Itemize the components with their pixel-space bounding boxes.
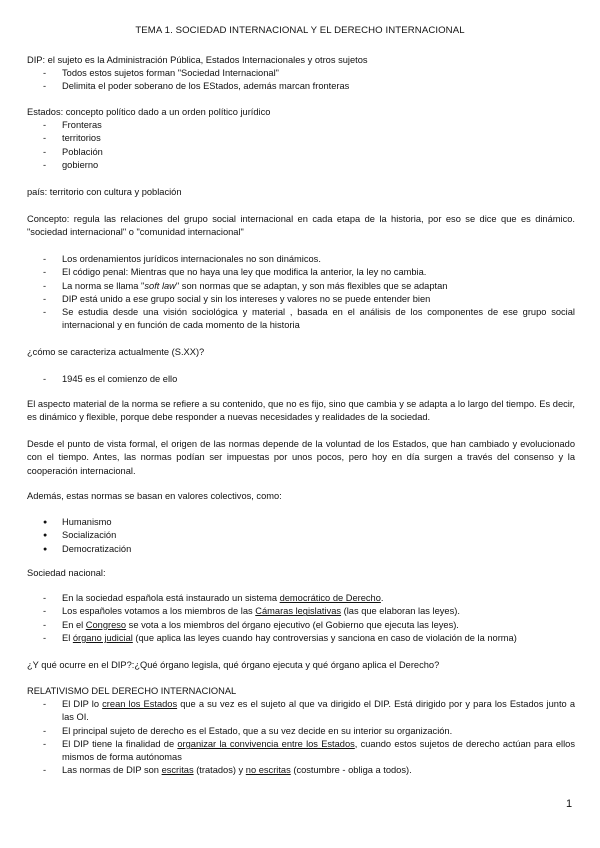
concepto-text: Concepto: regula las relaciones del grupo social internacional en cada etapa de la historia, por eso se dice que es dinámico. "sociedad internacional" o "comunidad internacional" — [27, 214, 575, 238]
underlined-term: Cámaras legislativas — [255, 606, 342, 617]
list-item: - Se estudia desde una visión sociológica y material , basada en el análisis de los componentes de ese grupo social internacional y en función de cada momento de la historia — [27, 306, 575, 333]
sociedad-nacional-heading: Sociedad nacional: — [27, 568, 106, 578]
list-item: - DIP está unido a ese grupo social y sin los intereses y valores no se puede entender bien — [27, 293, 575, 306]
text-span: En la sociedad española está instaurado un sistema — [62, 593, 280, 603]
relativismo-list — [27, 698, 575, 778]
text-span: El DIP tiene la finalidad de — [62, 738, 178, 749]
list-item: - territorios — [27, 132, 575, 145]
punto-formal-text: Desde el punto de vista formal, el origen de las normas depende de la voluntad de los Estados, que han cambiado y evolucionado con el tiempo. Antes, las normas podían ser impuestas por unos pocos, pero hoy en día surgen a través del consenso y la cooperación internacional. — [27, 439, 575, 476]
list-item: ● Democratización — [27, 543, 575, 556]
list-item: - El principal sujeto de derecho es el Estado, que a su vez decide en su interior su organización. — [27, 725, 575, 738]
text-span: , cuando estos sujetos de derecho actúan para ellos mismos de forma autónomas — [62, 738, 575, 763]
relativismo-heading: RELATIVISMO DEL DERECHO INTERNACIONAL — [27, 686, 237, 696]
list-item — [27, 764, 575, 777]
text-span: La norma se llama " — [62, 280, 145, 291]
list-item — [27, 619, 575, 632]
underlined-term: escritas — [161, 765, 194, 776]
text-span: Los españoles votamos a los miembros de las — [62, 606, 256, 617]
dip-intro: DIP: el sujeto es la Administración Pública, Estados Internacionales y otros sujetos — [27, 55, 368, 65]
estados-list — [27, 119, 575, 172]
question-1: ¿cómo se caracteriza actualmente (S.XX)? — [27, 347, 205, 357]
list-item — [27, 605, 575, 618]
list-item: ● Socialización — [27, 529, 575, 542]
list-item: - Todos estos sujetos forman "Sociedad Internacional" — [27, 67, 575, 80]
underlined-term: democrático de Derecho — [279, 593, 381, 603]
pais-text: país: territorio con cultura y población — [27, 187, 182, 197]
list-item — [27, 280, 575, 293]
underlined-term: organizar la convivencia entre los Estados — [177, 738, 355, 749]
concepto-list — [27, 253, 575, 333]
text-span: (que aplica las leyes cuando hay controversias y sanciona en caso de violación de la norma) — [132, 632, 517, 643]
question-1-list — [27, 373, 575, 386]
estados-intro: Estados: concepto político dado a un orden político jurídico — [27, 107, 271, 117]
sociedad-nacional-list — [27, 592, 575, 645]
list-item — [27, 632, 575, 645]
text-span: . — [380, 593, 384, 603]
list-item: - Población — [27, 146, 575, 159]
valores-intro: Además, estas normas se basan en valores colectivos, como: — [27, 491, 282, 501]
text-span: (costumbre - obliga a todos). — [290, 765, 412, 776]
question-2: ¿Y qué ocurre en el DIP?:¿Qué órgano legisla, qué órgano ejecuta y qué órgano aplica el Derecho? — [27, 660, 440, 670]
list-item — [27, 592, 575, 605]
soft-law-term: soft law — [144, 280, 176, 291]
list-item — [27, 738, 575, 765]
text-span: El DIP lo — [62, 699, 103, 709]
underlined-term: Congreso — [85, 619, 127, 630]
underlined-term: no escritas — [245, 765, 291, 776]
list-item: - Delimita el poder soberano de los EStados, además marcan fronteras — [27, 80, 575, 93]
valores-list — [27, 516, 575, 556]
text-span: " son normas que se adaptan, y son más flexibles que se adaptan — [175, 280, 448, 291]
page-title: TEMA 1. SOCIEDAD INTERNACIONAL Y EL DERECHO INTERNACIONAL — [135, 25, 465, 36]
underlined-term: crean los Estados — [102, 699, 178, 709]
text-span: se vota a los miembros del órgano ejecutivo (el Gobierno que ejecuta las leyes). — [126, 619, 459, 630]
list-item: ● Humanismo — [27, 516, 575, 529]
text-span: (las que elaboran las leyes). — [341, 606, 460, 617]
underlined-term: órgano judicial — [72, 632, 133, 643]
text-span: Las normas de DIP son — [62, 765, 162, 776]
text-span: En el — [62, 619, 86, 630]
list-item: - gobierno — [27, 159, 575, 172]
list-item: - Fronteras — [27, 119, 575, 132]
list-item: - Los ordenamientos jurídicos internacionales no son dinámicos. — [27, 253, 575, 266]
list-item: - 1945 es el comienzo de ello — [27, 373, 575, 386]
dip-list — [27, 67, 575, 94]
list-item: - El código penal: Mientras que no haya una ley que modifica la anterior, la ley no cambia. — [27, 266, 575, 279]
page-number: 1 — [566, 798, 573, 810]
text-span: (tratados) y — [193, 765, 246, 776]
aspecto-material-text: El aspecto material de la norma se refiere a su contenido, que no es fijo, sino que cambia y se adapta a lo largo del tiempo. Es decir, es dinámico y flexible, porque debe responder a nuevas necesidades y realidades de la sociedad. — [27, 399, 575, 423]
list-item — [27, 698, 575, 725]
text-span: El — [62, 632, 73, 643]
text-span: que a su vez es el sujeto al que va dirigido el DIP. Está dirigido por y para los Estados junto a las OI. — [62, 699, 575, 723]
